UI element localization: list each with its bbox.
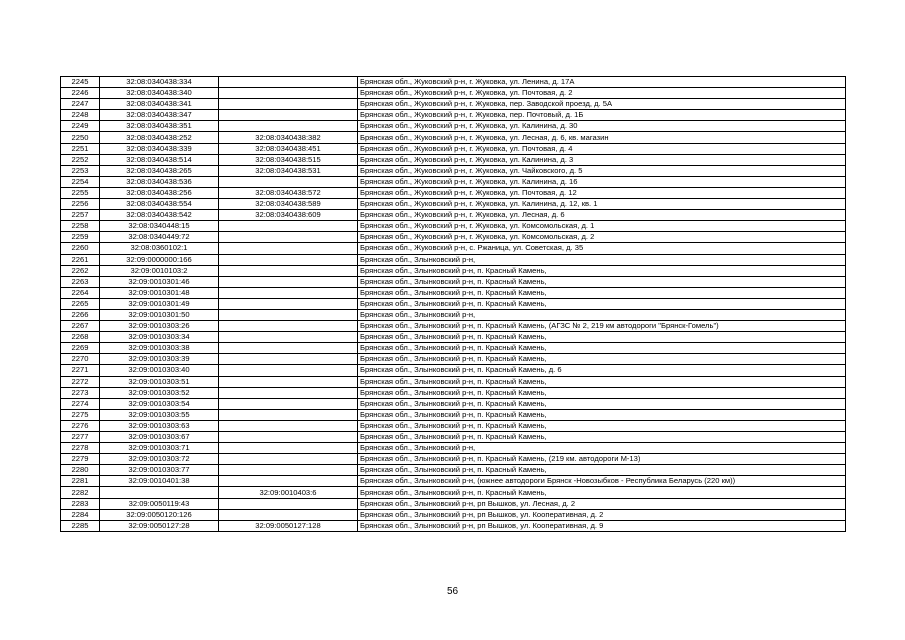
row-number-cell: 2255 bbox=[61, 187, 100, 198]
related-cadastral-number-cell bbox=[219, 420, 358, 431]
registry-table bbox=[60, 76, 846, 532]
row-number-cell: 2278 bbox=[61, 443, 100, 454]
address-cell: Брянская обл., Жуковский р-н, г. Жуковка, ул. Комсомольская, д. 2 bbox=[358, 232, 846, 243]
table-row bbox=[61, 343, 846, 354]
row-number-cell: 2254 bbox=[61, 176, 100, 187]
cadastral-number-cell: 32:08:0340438:347 bbox=[100, 110, 219, 121]
related-cadastral-number-cell bbox=[219, 287, 358, 298]
related-cadastral-number-cell bbox=[219, 77, 358, 88]
related-cadastral-number-cell bbox=[219, 110, 358, 121]
table-row bbox=[61, 143, 846, 154]
registry-table-body bbox=[61, 77, 846, 532]
row-number-cell: 2277 bbox=[61, 432, 100, 443]
row-number-cell: 2261 bbox=[61, 254, 100, 265]
row-number-cell: 2263 bbox=[61, 276, 100, 287]
address-cell: Брянская обл., Злынковский р-н, п. Красный Камень, bbox=[358, 487, 846, 498]
related-cadastral-number-cell bbox=[219, 88, 358, 99]
related-cadastral-number-cell bbox=[219, 232, 358, 243]
cadastral-number-cell: 32:08:0340438:536 bbox=[100, 176, 219, 187]
table-row bbox=[61, 409, 846, 420]
address-cell: Брянская обл., Злынковский р-н, п. Красный Камень, bbox=[358, 409, 846, 420]
cadastral-number-cell: 32:09:0010301:50 bbox=[100, 309, 219, 320]
row-number-cell: 2265 bbox=[61, 298, 100, 309]
related-cadastral-number-cell bbox=[219, 221, 358, 232]
related-cadastral-number-cell bbox=[219, 454, 358, 465]
address-cell: Брянская обл., Злынковский р-н, п. Красный Камень, (АГЗС № 2, 219 км автодороги "Брянск-Гомель") bbox=[358, 321, 846, 332]
table-row bbox=[61, 465, 846, 476]
address-cell: Брянская обл., Жуковский р-н, с. Ржаница, ул. Советская, д. 35 bbox=[358, 243, 846, 254]
address-cell: Брянская обл., Жуковский р-н, г. Жуковка, ул. Калинина, д. 3 bbox=[358, 154, 846, 165]
table-row bbox=[61, 354, 846, 365]
row-number-cell: 2253 bbox=[61, 165, 100, 176]
cadastral-number-cell: 32:09:0050127:28 bbox=[100, 520, 219, 531]
row-number-cell: 2247 bbox=[61, 99, 100, 110]
cadastral-number-cell: 32:09:0010401:38 bbox=[100, 476, 219, 487]
related-cadastral-number-cell: 32:08:0340438:572 bbox=[219, 187, 358, 198]
related-cadastral-number-cell bbox=[219, 121, 358, 132]
cadastral-number-cell: 32:08:0340438:554 bbox=[100, 199, 219, 210]
table-row bbox=[61, 187, 846, 198]
related-cadastral-number-cell: 32:09:0010403:6 bbox=[219, 487, 358, 498]
address-cell: Брянская обл., Жуковский р-н, г. Жуковка, ул. Комсомольская, д. 1 bbox=[358, 221, 846, 232]
address-cell: Брянская обл., Злынковский р-н, п. Красный Камень, bbox=[358, 398, 846, 409]
address-cell: Брянская обл., Злынковский р-н, bbox=[358, 254, 846, 265]
related-cadastral-number-cell bbox=[219, 432, 358, 443]
address-cell: Брянская обл., Злынковский р-н, bbox=[358, 443, 846, 454]
page-number: 56 bbox=[446, 586, 459, 597]
address-cell: Брянская обл., Злынковский р-н, п. Красный Камень, bbox=[358, 265, 846, 276]
cadastral-number-cell: 32:08:0340438:252 bbox=[100, 132, 219, 143]
address-cell: Брянская обл., Злынковский р-н, п. Красный Камень, bbox=[358, 298, 846, 309]
address-cell: Брянская обл., Жуковский р-н, г. Жуковка, ул. Ленина, д. 17А bbox=[358, 77, 846, 88]
table-row bbox=[61, 432, 846, 443]
cadastral-number-cell: 32:08:0340448:15 bbox=[100, 221, 219, 232]
row-number-cell: 2262 bbox=[61, 265, 100, 276]
address-cell: Брянская обл., Жуковский р-н, г. Жуковка, ул. Калинина, д. 16 bbox=[358, 176, 846, 187]
address-cell: Брянская обл., Злынковский р-н, bbox=[358, 309, 846, 320]
cadastral-number-cell: 32:08:0340449:72 bbox=[100, 232, 219, 243]
cadastral-number-cell: 32:09:0050120:126 bbox=[100, 509, 219, 520]
related-cadastral-number-cell bbox=[219, 409, 358, 420]
row-number-cell: 2258 bbox=[61, 221, 100, 232]
cadastral-number-cell: 32:09:0010303:54 bbox=[100, 398, 219, 409]
address-cell: Брянская обл., Злынковский р-н, п. Красный Камень, bbox=[358, 376, 846, 387]
related-cadastral-number-cell: 32:08:0340438:531 bbox=[219, 165, 358, 176]
table-row bbox=[61, 265, 846, 276]
row-number-cell: 2284 bbox=[61, 509, 100, 520]
table-row bbox=[61, 88, 846, 99]
related-cadastral-number-cell bbox=[219, 398, 358, 409]
table-row bbox=[61, 443, 846, 454]
address-cell: Брянская обл., Злынковский р-н, п. Красный Камень, bbox=[358, 420, 846, 431]
related-cadastral-number-cell bbox=[219, 243, 358, 254]
table-row bbox=[61, 254, 846, 265]
cadastral-number-cell: 32:08:0340438:514 bbox=[100, 154, 219, 165]
cadastral-number-cell: 32:09:0010303:34 bbox=[100, 332, 219, 343]
row-number-cell: 2283 bbox=[61, 498, 100, 509]
address-cell: Брянская обл., Жуковский р-н, г. Жуковка, ул. Чайковского, д. 5 bbox=[358, 165, 846, 176]
address-cell: Брянская обл., Жуковский р-н, г. Жуковка, пер. Почтовый, д. 1Б bbox=[358, 110, 846, 121]
address-cell: Брянская обл., Злынковский р-н, рп Вышков, ул. Кооперативная, д. 2 bbox=[358, 509, 846, 520]
address-cell: Брянская обл., Злынковский р-н, п. Красный Камень, bbox=[358, 354, 846, 365]
cadastral-number-cell: 32:09:0010303:52 bbox=[100, 387, 219, 398]
row-number-cell: 2279 bbox=[61, 454, 100, 465]
table-row bbox=[61, 520, 846, 531]
row-number-cell: 2272 bbox=[61, 376, 100, 387]
row-number-cell: 2260 bbox=[61, 243, 100, 254]
cadastral-number-cell: 32:08:0340438:340 bbox=[100, 88, 219, 99]
table-row bbox=[61, 454, 846, 465]
table-row bbox=[61, 77, 846, 88]
related-cadastral-number-cell bbox=[219, 354, 358, 365]
row-number-cell: 2270 bbox=[61, 354, 100, 365]
row-number-cell: 2266 bbox=[61, 309, 100, 320]
related-cadastral-number-cell bbox=[219, 498, 358, 509]
table-row bbox=[61, 398, 846, 409]
address-cell: Брянская обл., Жуковский р-н, г. Жуковка, пер. Заводской проезд, д. 5А bbox=[358, 99, 846, 110]
related-cadastral-number-cell bbox=[219, 309, 358, 320]
cadastral-number-cell: 32:08:0360102:1 bbox=[100, 243, 219, 254]
table-row bbox=[61, 165, 846, 176]
row-number-cell: 2275 bbox=[61, 409, 100, 420]
address-cell: Брянская обл., Жуковский р-н, г. Жуковка, ул. Почтовая, д. 4 bbox=[358, 143, 846, 154]
table-row bbox=[61, 332, 846, 343]
row-number-cell: 2246 bbox=[61, 88, 100, 99]
related-cadastral-number-cell bbox=[219, 465, 358, 476]
cadastral-number-cell: 32:09:0010303:67 bbox=[100, 432, 219, 443]
table-row bbox=[61, 321, 846, 332]
row-number-cell: 2259 bbox=[61, 232, 100, 243]
cadastral-number-cell: 32:09:0010303:63 bbox=[100, 420, 219, 431]
related-cadastral-number-cell bbox=[219, 387, 358, 398]
cadastral-number-cell: 32:09:0010303:72 bbox=[100, 454, 219, 465]
cadastral-number-cell: 32:08:0340438:341 bbox=[100, 99, 219, 110]
related-cadastral-number-cell: 32:08:0340438:382 bbox=[219, 132, 358, 143]
row-number-cell: 2245 bbox=[61, 77, 100, 88]
row-number-cell: 2285 bbox=[61, 520, 100, 531]
table-row bbox=[61, 365, 846, 376]
table-row bbox=[61, 132, 846, 143]
table-row bbox=[61, 121, 846, 132]
address-cell: Брянская обл., Злынковский р-н, п. Красный Камень, bbox=[358, 343, 846, 354]
cadastral-number-cell: 32:09:0010303:55 bbox=[100, 409, 219, 420]
related-cadastral-number-cell bbox=[219, 265, 358, 276]
table-row bbox=[61, 420, 846, 431]
table-row bbox=[61, 99, 846, 110]
address-cell: Брянская обл., Злынковский р-н, п. Красный Камень, д. 6 bbox=[358, 365, 846, 376]
row-number-cell: 2250 bbox=[61, 132, 100, 143]
address-cell: Брянская обл., Злынковский р-н, п. Красный Камень, bbox=[358, 465, 846, 476]
related-cadastral-number-cell: 32:09:0050127:128 bbox=[219, 520, 358, 531]
related-cadastral-number-cell bbox=[219, 376, 358, 387]
related-cadastral-number-cell bbox=[219, 343, 358, 354]
address-cell: Брянская обл., Жуковский р-н, г. Жуковка, ул. Калинина, д. 30 bbox=[358, 121, 846, 132]
related-cadastral-number-cell bbox=[219, 476, 358, 487]
address-cell: Брянская обл., Злынковский р-н, п. Красный Камень, (219 км. автодороги М-13) bbox=[358, 454, 846, 465]
table-row bbox=[61, 498, 846, 509]
address-cell: Брянская обл., Жуковский р-н, г. Жуковка, ул. Почтовая, д. 2 bbox=[358, 88, 846, 99]
table-row bbox=[61, 154, 846, 165]
cadastral-number-cell: 32:08:0340438:542 bbox=[100, 210, 219, 221]
table-row bbox=[61, 176, 846, 187]
cadastral-number-cell: 32:09:0000000:166 bbox=[100, 254, 219, 265]
related-cadastral-number-cell: 32:08:0340438:609 bbox=[219, 210, 358, 221]
related-cadastral-number-cell bbox=[219, 332, 358, 343]
related-cadastral-number-cell bbox=[219, 443, 358, 454]
cadastral-number-cell: 32:08:0340438:256 bbox=[100, 187, 219, 198]
address-cell: Брянская обл., Злынковский р-н, п. Красный Камень, bbox=[358, 432, 846, 443]
address-cell: Брянская обл., Злынковский р-н, п. Красный Камень, bbox=[358, 276, 846, 287]
row-number-cell: 2282 bbox=[61, 487, 100, 498]
row-number-cell: 2267 bbox=[61, 321, 100, 332]
related-cadastral-number-cell bbox=[219, 276, 358, 287]
table-row bbox=[61, 309, 846, 320]
related-cadastral-number-cell bbox=[219, 365, 358, 376]
related-cadastral-number-cell bbox=[219, 298, 358, 309]
row-number-cell: 2249 bbox=[61, 121, 100, 132]
cadastral-number-cell: 32:09:0010303:40 bbox=[100, 365, 219, 376]
table-row bbox=[61, 376, 846, 387]
cadastral-number-cell: 32:09:0010303:51 bbox=[100, 376, 219, 387]
table-row bbox=[61, 476, 846, 487]
address-cell: Брянская обл., Жуковский р-н, г. Жуковка, ул. Калинина, д. 12, кв. 1 bbox=[358, 199, 846, 210]
cadastral-number-cell: 32:09:0010303:71 bbox=[100, 443, 219, 454]
table-row bbox=[61, 298, 846, 309]
address-cell: Брянская обл., Злынковский р-н, рп Вышков, ул. Кооперативная, д. 9 bbox=[358, 520, 846, 531]
row-number-cell: 2257 bbox=[61, 210, 100, 221]
table-row bbox=[61, 287, 846, 298]
row-number-cell: 2281 bbox=[61, 476, 100, 487]
row-number-cell: 2248 bbox=[61, 110, 100, 121]
cadastral-number-cell: 32:08:0340438:339 bbox=[100, 143, 219, 154]
related-cadastral-number-cell bbox=[219, 321, 358, 332]
table-row bbox=[61, 210, 846, 221]
address-cell: Брянская обл., Жуковский р-н, г. Жуковка, ул. Лесная, д. 6, кв. магазин bbox=[358, 132, 846, 143]
address-cell: Брянская обл., Жуковский р-н, г. Жуковка, ул. Почтовая, д. 12 bbox=[358, 187, 846, 198]
cadastral-number-cell: 32:09:0010303:39 bbox=[100, 354, 219, 365]
table-row bbox=[61, 276, 846, 287]
cadastral-number-cell: 32:09:0010301:46 bbox=[100, 276, 219, 287]
table-row bbox=[61, 243, 846, 254]
row-number-cell: 2264 bbox=[61, 287, 100, 298]
table-row bbox=[61, 221, 846, 232]
address-cell: Брянская обл., Злынковский р-н, п. Красный Камень, bbox=[358, 387, 846, 398]
row-number-cell: 2274 bbox=[61, 398, 100, 409]
table-row bbox=[61, 509, 846, 520]
cadastral-number-cell: 32:09:0050119:43 bbox=[100, 498, 219, 509]
cadastral-number-cell: 32:08:0340438:334 bbox=[100, 77, 219, 88]
row-number-cell: 2252 bbox=[61, 154, 100, 165]
related-cadastral-number-cell: 32:08:0340438:515 bbox=[219, 154, 358, 165]
row-number-cell: 2280 bbox=[61, 465, 100, 476]
cadastral-number-cell: 32:09:0010103:2 bbox=[100, 265, 219, 276]
cadastral-number-cell: 32:08:0340438:351 bbox=[100, 121, 219, 132]
cadastral-number-cell bbox=[100, 487, 219, 498]
related-cadastral-number-cell: 32:08:0340438:451 bbox=[219, 143, 358, 154]
cadastral-number-cell: 32:09:0010303:38 bbox=[100, 343, 219, 354]
cadastral-number-cell: 32:08:0340438:265 bbox=[100, 165, 219, 176]
row-number-cell: 2268 bbox=[61, 332, 100, 343]
address-cell: Брянская обл., Злынковский р-н, (южнее автодороги Брянск -Новозыбков - Республика Беларусь (220 км)) bbox=[358, 476, 846, 487]
table-row bbox=[61, 232, 846, 243]
related-cadastral-number-cell: 32:08:0340438:589 bbox=[219, 199, 358, 210]
address-cell: Брянская обл., Злынковский р-н, п. Красный Камень, bbox=[358, 332, 846, 343]
related-cadastral-number-cell bbox=[219, 176, 358, 187]
row-number-cell: 2256 bbox=[61, 199, 100, 210]
related-cadastral-number-cell bbox=[219, 509, 358, 520]
row-number-cell: 2269 bbox=[61, 343, 100, 354]
address-cell: Брянская обл., Злынковский р-н, рп Вышков, ул. Лесная, д. 2 bbox=[358, 498, 846, 509]
table-row bbox=[61, 110, 846, 121]
cadastral-number-cell: 32:09:0010301:48 bbox=[100, 287, 219, 298]
related-cadastral-number-cell bbox=[219, 254, 358, 265]
row-number-cell: 2251 bbox=[61, 143, 100, 154]
address-cell: Брянская обл., Злынковский р-н, п. Красный Камень, bbox=[358, 287, 846, 298]
cadastral-number-cell: 32:09:0010301:49 bbox=[100, 298, 219, 309]
row-number-cell: 2276 bbox=[61, 420, 100, 431]
table-row bbox=[61, 387, 846, 398]
row-number-cell: 2271 bbox=[61, 365, 100, 376]
table-row bbox=[61, 199, 846, 210]
cadastral-number-cell: 32:09:0010303:77 bbox=[100, 465, 219, 476]
table-row bbox=[61, 487, 846, 498]
related-cadastral-number-cell bbox=[219, 99, 358, 110]
row-number-cell: 2273 bbox=[61, 387, 100, 398]
address-cell: Брянская обл., Жуковский р-н, г. Жуковка, ул. Лесная, д. 6 bbox=[358, 210, 846, 221]
cadastral-number-cell: 32:09:0010303:26 bbox=[100, 321, 219, 332]
